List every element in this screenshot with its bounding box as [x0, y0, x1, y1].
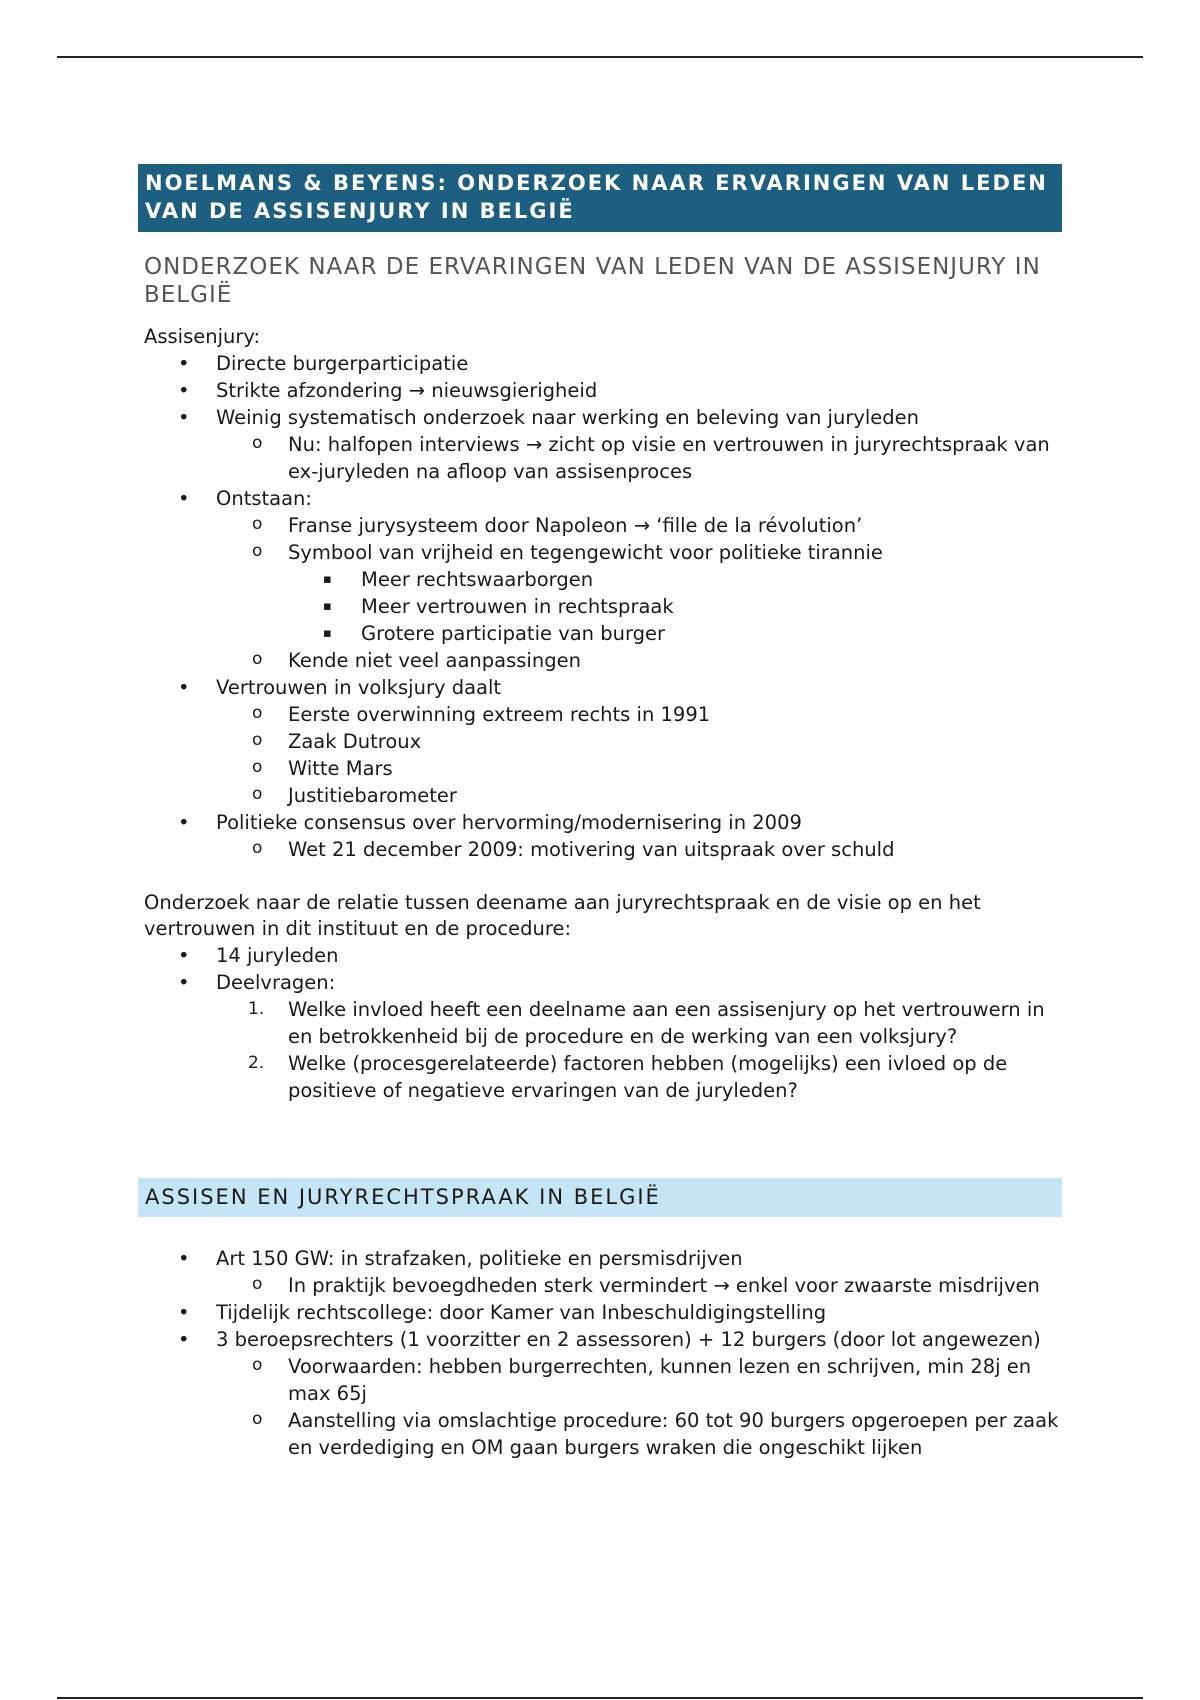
- sub-list: [216, 1353, 1062, 1461]
- sub-list-item-text: Nu: halfopen interviews → zicht op visie en vertrouwen in juryrechtspraak van ex-juryleden na afloop van assisenproces: [288, 433, 1050, 483]
- sub-sub-list-item: [288, 566, 1062, 593]
- list-item: [138, 404, 1062, 485]
- main-heading: NOELMANS & BEYENS: ONDERZOEK NAAR ERVARINGEN VAN LEDEN VAN DE ASSISENJURY IN BELGIË: [138, 164, 1062, 232]
- sub-sub-list: [288, 566, 1062, 647]
- bullet-icon: •: [178, 811, 190, 834]
- list-item: [138, 1326, 1062, 1461]
- circle-bullet-icon: o: [252, 1355, 263, 1375]
- sub-list-item-text: Zaak Dutroux: [288, 730, 422, 753]
- sub-list: [216, 512, 1062, 674]
- square-bullet-icon: ▪: [323, 599, 332, 614]
- sub-sub-list-item: [288, 620, 1062, 647]
- sub-list-item: [216, 512, 1062, 539]
- subquestion-number: 1.: [248, 999, 265, 1019]
- research-list: [138, 942, 1062, 1104]
- top-rule: [57, 56, 1143, 58]
- list-item: [138, 809, 1062, 863]
- bullet-icon: •: [178, 944, 190, 967]
- bullet-icon: •: [178, 406, 190, 429]
- sub-list-item: [216, 539, 1062, 647]
- sub-list-item-text: Justitiebarometer: [288, 784, 457, 807]
- research-question: Onderzoek naar de relatie tussen deename aan juryrechtspraak en de visie op en het vertrouwen in dit instituut en de procedure:: [144, 891, 981, 940]
- list-item-text: Politieke consensus over hervorming/modernisering in 2009: [216, 811, 802, 834]
- list-item: [138, 1245, 1062, 1299]
- circle-bullet-icon: o: [252, 514, 263, 534]
- sub-list-item: [216, 1407, 1062, 1461]
- sub-list-item-text: Kende niet veel aanpassingen: [288, 649, 581, 672]
- circle-bullet-icon: o: [252, 838, 263, 858]
- subquestion-text: Welke invloed heeft een deelname aan een assisenjury op het vertrouwern in en betrokkenheid bij de procedure en de werking van een volksjury?: [288, 998, 1045, 1048]
- list-item: [138, 674, 1062, 809]
- assisen-list: [138, 1245, 1062, 1461]
- circle-bullet-icon: o: [252, 433, 263, 453]
- list-item: [138, 377, 1062, 404]
- sub-list: [216, 1272, 1062, 1299]
- subquestion-text: Welke (procesgerelateerde) factoren hebben (mogelijks) een ivloed op de positieve of negatieve ervaringen van de juryleden?: [288, 1052, 1008, 1102]
- sub-list-item: [216, 1272, 1062, 1299]
- list-item: [138, 350, 1062, 377]
- bullet-icon: •: [178, 487, 190, 510]
- circle-bullet-icon: o: [252, 757, 263, 777]
- list-item-text: Tijdelijk rechtscollege: door Kamer van Inbeschuldigingstelling: [216, 1301, 827, 1324]
- circle-bullet-icon: o: [252, 1409, 263, 1429]
- assisenjury-list: [138, 350, 1062, 863]
- list-item-text: Weinig systematisch onderzoek naar werking en beleving van juryleden: [216, 406, 920, 429]
- circle-bullet-icon: o: [252, 703, 263, 723]
- subquestion-number: 2.: [248, 1053, 265, 1073]
- intro-label: Assisenjury:: [144, 325, 261, 348]
- circle-bullet-icon: o: [252, 730, 263, 750]
- sub-list-item: [216, 647, 1062, 674]
- list-item-text: Deelvragen:: [216, 971, 336, 994]
- bullet-icon: •: [178, 971, 190, 994]
- circle-bullet-icon: o: [252, 1274, 263, 1294]
- list-item-text: Vertrouwen in volksjury daalt: [216, 676, 502, 699]
- sub-list: [216, 701, 1062, 809]
- list-item-text: Strikte afzondering → nieuwsgierigheid: [216, 379, 598, 402]
- sub-list-item: [216, 728, 1062, 755]
- sub-list-item: [216, 836, 1062, 863]
- sub-list-item-text: In praktijk bevoegdheden sterk vermindert → enkel voor zwaarste misdrijven: [288, 1274, 1040, 1297]
- list-item-text: Directe burgerparticipatie: [216, 352, 469, 375]
- circle-bullet-icon: o: [252, 541, 263, 561]
- bullet-icon: •: [178, 1301, 190, 1324]
- sub-list: [216, 836, 1062, 863]
- sub-list: [216, 431, 1062, 485]
- list-item: [138, 1299, 1062, 1326]
- subquestion-item: [216, 1050, 1062, 1104]
- sub-list-item-text: Voorwaarden: hebben burgerrechten, kunnen lezen en schrijven, min 28j en max 65j: [288, 1355, 1032, 1405]
- sub-list-item: [216, 782, 1062, 809]
- sub-sub-list-item-text: Meer vertrouwen in rechtspraak: [361, 595, 674, 618]
- subquestion-item: [216, 996, 1062, 1050]
- list-item-text: 3 beroepsrechters (1 voorzitter en 2 assessoren) + 12 burgers (door lot angewezen): [216, 1328, 1041, 1351]
- list-item-text: Art 150 GW: in strafzaken, politieke en persmisdrijven: [216, 1247, 743, 1270]
- list-item: [138, 485, 1062, 674]
- list-item-text: Ontstaan:: [216, 487, 312, 510]
- sub-sub-list-item-text: Grotere participatie van burger: [361, 622, 666, 645]
- sub-list-item-text: Eerste overwinning extreem rechts in 1991: [288, 703, 711, 726]
- subquestion-list: [216, 996, 1062, 1104]
- sub-list-item-text: Wet 21 december 2009: motivering van uitspraak over schuld: [288, 838, 895, 861]
- sub-list-item: [216, 1353, 1062, 1407]
- sub-list-item: [216, 701, 1062, 728]
- list-item: [138, 969, 1062, 1104]
- bullet-icon: •: [178, 1247, 190, 1270]
- square-bullet-icon: ▪: [323, 572, 332, 587]
- sub-sub-list-item-text: Meer rechtswaarborgen: [361, 568, 594, 591]
- sub-list-item: [216, 431, 1062, 485]
- bullet-icon: •: [178, 379, 190, 402]
- list-item-text: 14 juryleden: [216, 944, 339, 967]
- circle-bullet-icon: o: [252, 784, 263, 804]
- sub-list-item: [216, 755, 1062, 782]
- sub-list-item-text: Symbool van vrijheid en tegengewicht voor politieke tirannie: [288, 541, 883, 564]
- square-bullet-icon: ▪: [323, 626, 332, 641]
- sub-list-item-text: Aanstelling via omslachtige procedure: 60 tot 90 burgers opgeroepen per zaak en verdediging en OM gaan burgers wraken die ongeschikt lijken: [288, 1409, 1059, 1459]
- bullet-icon: •: [178, 1328, 190, 1351]
- bullet-icon: •: [178, 676, 190, 699]
- bottom-rule: [57, 1697, 1143, 1699]
- section-heading-assisen: ASSISEN EN JURYRECHTSPRAAK IN BELGIË: [138, 1178, 1062, 1217]
- document-body: [138, 164, 1062, 1461]
- circle-bullet-icon: o: [252, 649, 263, 669]
- sub-list-item-text: Witte Mars: [288, 757, 393, 780]
- subheading: ONDERZOEK NAAR DE ERVARINGEN VAN LEDEN VAN DE ASSISENJURY IN BELGIË: [144, 254, 1041, 308]
- sub-list-item-text: Franse jurysysteem door Napoleon → ‘fille de la révolution’: [288, 514, 863, 537]
- sub-sub-list-item: [288, 593, 1062, 620]
- bullet-icon: •: [178, 352, 190, 375]
- list-item: [138, 942, 1062, 969]
